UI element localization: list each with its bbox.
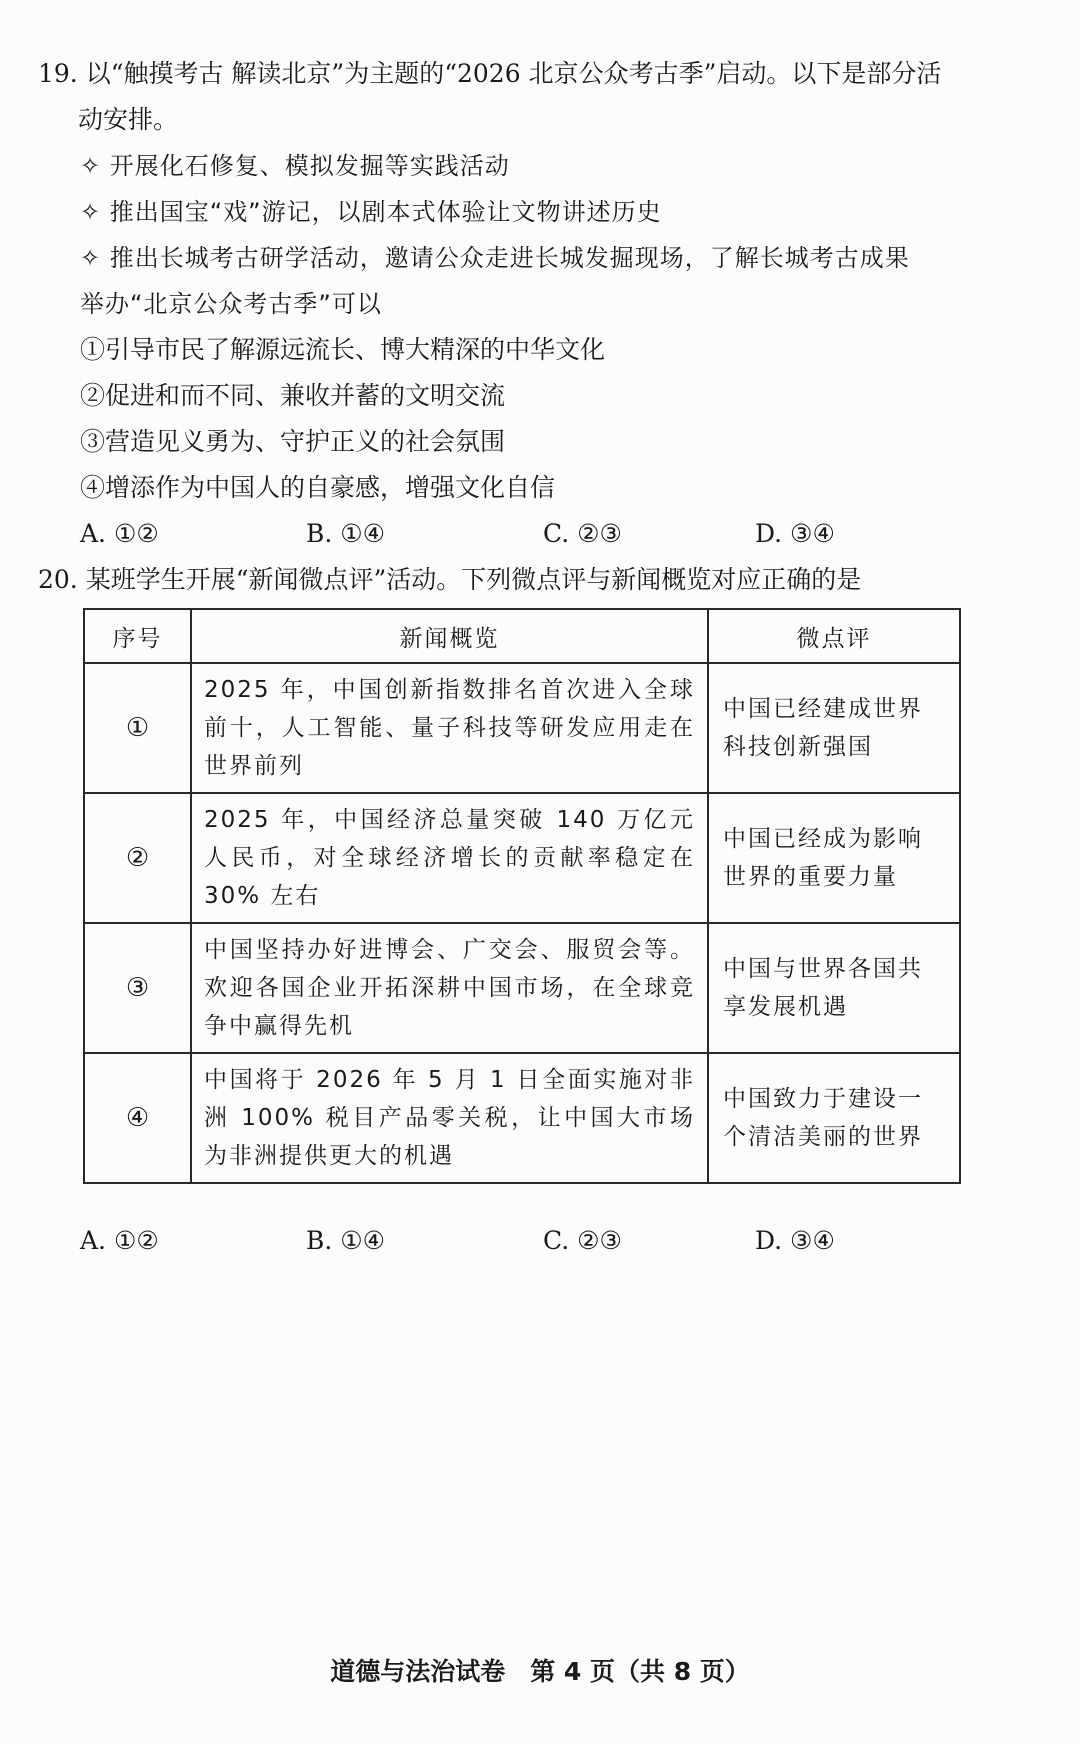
row-comment: 中国与世界各国共享发展机遇: [708, 923, 960, 1053]
table-row: [84, 923, 960, 1053]
table-header-row: [84, 609, 960, 663]
q19-option-c[interactable]: C. ②③: [543, 519, 622, 548]
q19-question: 举办“北京公众考古季”可以: [80, 290, 382, 318]
header-comment: 微点评: [708, 609, 960, 663]
q19-stem-line2: 动安排。: [78, 105, 179, 134]
row-overview: 2025 年，中国经济总量突破 140 万亿元人民币，对全球经济增长的贡献率稳定在 30% 左右: [191, 793, 708, 923]
q20-option-c[interactable]: C. ②③: [543, 1226, 622, 1255]
row-comment: 中国已经建成世界科技创新强国: [708, 663, 960, 793]
row-comment: 中国已经成为影响世界的重要力量: [708, 793, 960, 923]
q19-option-a[interactable]: A. ①②: [80, 519, 159, 548]
q19-statement-3: ③营造见义勇为、守护正义的社会氛围: [80, 427, 506, 456]
news-table: [83, 608, 961, 1184]
page-footer: 道德与法治试卷 第 4 页（共 8 页）: [330, 1657, 750, 1686]
header-index: 序号: [84, 609, 191, 663]
table-row: [84, 663, 960, 793]
row-index: ①: [84, 663, 191, 793]
row-index: ②: [84, 793, 191, 923]
row-index: ④: [84, 1053, 191, 1183]
q20-option-d[interactable]: D. ③④: [755, 1226, 835, 1255]
row-overview: 2025 年，中国创新指数排名首次进入全球前十，人工智能、量子科技等研发应用走在世界前列: [191, 663, 708, 793]
row-index: ③: [84, 923, 191, 1053]
q19-options: [0, 511, 1080, 557]
q20-stem: 20. 某班学生开展“新闻微点评”活动。下列微点评与新闻概览对应正确的是: [38, 565, 862, 594]
q20-options: [0, 1218, 1080, 1264]
q19-bullet-2: ✧ 推出国宝“戏”游记，以剧本式体验让文物讲述历史: [80, 198, 662, 226]
q19-statement-2: ②促进和而不同、兼收并蓄的文明交流: [80, 381, 506, 410]
row-comment: 中国致力于建设一个清洁美丽的世界: [708, 1053, 960, 1183]
q19-option-d[interactable]: D. ③④: [755, 519, 835, 548]
q19-bullet-1: ✧ 开展化石修复、模拟发掘等实践活动: [80, 152, 510, 180]
row-overview: 中国坚持办好进博会、广交会、服贸会等。欢迎各国企业开拓深耕中国市场，在全球竞争中赢得先机: [191, 923, 708, 1053]
q20-option-a[interactable]: A. ①②: [80, 1226, 159, 1255]
q20-option-b[interactable]: B. ①④: [306, 1226, 386, 1255]
q19-statement-4: ④增添作为中国人的自豪感，增强文化自信: [80, 473, 556, 502]
row-overview: 中国将于 2026 年 5 月 1 日全面实施对非洲 100% 税目产品零关税，让中国大市场为非洲提供更大的机遇: [191, 1053, 708, 1183]
q19-bullet-3: ✧ 推出长城考古研学活动，邀请公众走进长城发掘现场，了解长城考古成果: [80, 244, 910, 272]
q19-option-b[interactable]: B. ①④: [306, 519, 386, 548]
table-row: [84, 1053, 960, 1183]
header-overview: 新闻概览: [191, 609, 708, 663]
q19-statement-1: ①引导市民了解源远流长、博大精深的中华文化: [80, 335, 606, 364]
q19-stem-line1: 19. 以“触摸考古 解读北京”为主题的“2026 北京公众考古季”启动。以下是部分活: [38, 59, 942, 88]
table-row: [84, 793, 960, 923]
